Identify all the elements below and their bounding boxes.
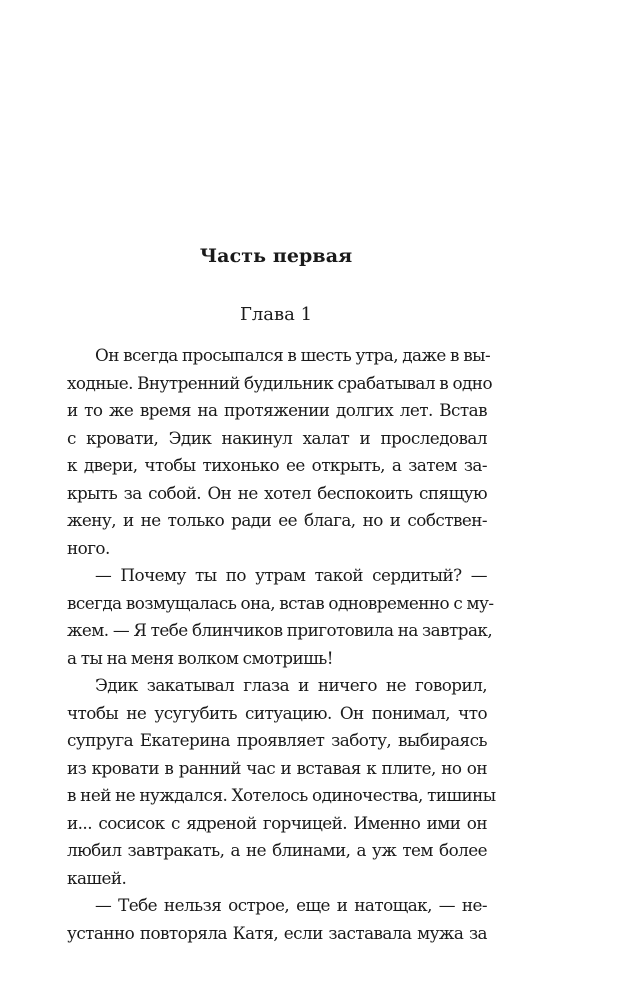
text-line: Он всегда просыпался в шесть утра, даже в вы- — [95, 345, 491, 365]
text-line: и то же время на протяжении долгих лет. Встав — [67, 400, 487, 420]
text-line: с кровати, Эдик накинул халат и проследовал — [67, 427, 487, 448]
text-line: любил завтракать, а не блинами, а уж тем более — [67, 840, 487, 860]
text-line: — Тебе нельзя острое, еще и натощак, — не- — [95, 895, 487, 915]
text-line: ного. — [67, 537, 110, 558]
text-line: кашей. — [67, 867, 127, 888]
text-line: жем. — Я тебе блинчиков приготовила на завтрак, — [67, 620, 493, 640]
text-line: — Почему ты по утрам такой сердитый? — — [95, 565, 487, 585]
text-line: к двери, чтобы тихонько ее открыть, а затем за- — [67, 455, 487, 475]
text-line: жену, и не только ради ее блага, но и собствен- — [67, 510, 487, 530]
paragraph — [67, 342, 492, 562]
text-line: чтобы не усугубить ситуацию. Он понимал, что — [67, 702, 487, 723]
paragraph — [67, 672, 496, 892]
text-line: крыть за собой. Он не хотел беспокоить спящую — [67, 482, 487, 503]
text-line: а ты на меня волком смотришь! — [67, 647, 333, 668]
part-title: Часть первая — [199, 245, 353, 267]
text-line: Эдик закатывал глаза и ничего не говорил, — [95, 675, 487, 695]
chapter-title: Глава 1 — [239, 304, 313, 325]
text-line: в ней не нуждался. Хотелось одиночества, тишины — [67, 785, 496, 805]
paragraph — [67, 562, 494, 672]
paragraph — [67, 892, 487, 947]
text-line: из кровати в ранний час и вставая к плите, но он — [67, 757, 487, 778]
chapter-body — [67, 342, 496, 947]
text-line: супруга Екатерина проявляет заботу, выбираясь — [67, 730, 487, 750]
text-line: всегда возмущалась она, встав одновременно с му- — [67, 592, 494, 613]
text-line: ходные. Внутренний будильник срабатывал в одно — [67, 372, 492, 393]
text-line: и... сосисок с ядреной горчицей. Именно ими он — [67, 812, 487, 833]
text-line: устанно повторяла Катя, если заставала мужа за — [67, 922, 487, 943]
